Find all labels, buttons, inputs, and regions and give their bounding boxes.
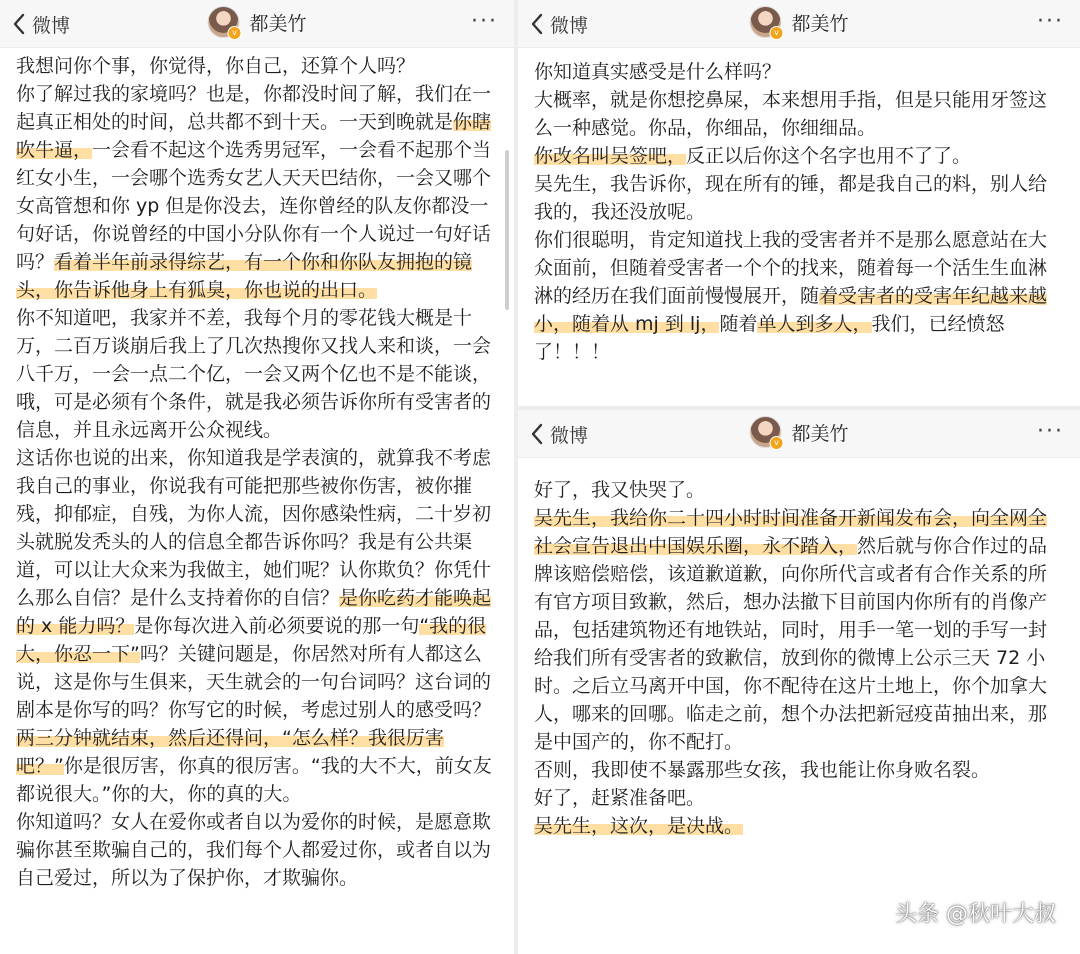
text-segment: 然后就与你合作过的品牌该赔偿赔偿，该道歉道歉，向你所代言或者有合作关系的所有官方项目致歉，然后，想办法撤下目前国内你所有的肖像产品，包括建筑物还有地铁站，同时，用手一笔一划的手写一封给我们所有受害者的致歉信，放到你的微博上公示三天 72 小时。之后立马离开中国，你不配待在这片土地上，你个加拿大人，哪来的回哪。临走之前，想个办法把新冠疫苗抽出来，那是中国产的，你不配打。 — [534, 535, 1048, 753]
text-segment: 一会看不起这个选秀男冠军，一会看不起那个当红女小生，一会哪个选秀女艺人天天巴结你，一会又哪个女高管想和你 yp 但是你没去，连你曾经的队友你都没一句好话，你说曾经的中国小分队你有一个人说过一句好话吗？ — [16, 139, 492, 273]
user-name: 都美竹 — [791, 12, 849, 35]
text-segment: 你知道真实感受是什么样吗？ — [534, 61, 782, 83]
watermark: 头条 @秋叶大叔 — [895, 902, 1056, 927]
highlighted-text: 着受害者的受害年纪越来越小，随着从 mj 到 lj， — [534, 285, 1048, 335]
post-paragraph — [16, 52, 498, 80]
verified-icon: v — [769, 436, 783, 450]
chevron-left-icon — [530, 13, 544, 35]
post-paragraph — [534, 58, 1064, 86]
verified-icon: v — [769, 26, 783, 40]
back-label: 微博 — [550, 424, 589, 447]
post-paragraph — [534, 476, 1064, 504]
nav-header — [518, 0, 1080, 48]
text-segment: 吗？关键问题是，你居然对所有人都这么说，这是你与生俱来，天生就会的一句台词吗？这台词的剧本是你写的吗？你写它的时候，考虑过别人的感受吗？ — [16, 643, 492, 721]
verified-icon: v — [227, 26, 241, 40]
highlighted-text: 两三分钟就结束，然后还得问，“怎么样？我很厉害吧？” — [16, 727, 444, 777]
profile-title[interactable] — [207, 6, 306, 38]
nav-header — [0, 0, 514, 48]
back-button[interactable] — [530, 8, 588, 40]
more-icon[interactable]: ··· — [471, 9, 498, 34]
post-paragraph — [534, 756, 1064, 784]
text-segment: 你不知道吧，我家并不差，我每个月的零花钱大概是十万，二百万谈崩后我上了几次热搜你又找人来和谈，一会八千万，一会一点二个亿，一会又两个亿也不是不能谈，哦，可是必须有个条件，就是我必须告诉你所有受害者的信息，并且永远离开公众视线。 — [16, 307, 492, 441]
highlighted-text: 吴先生，这次，是决战。 — [534, 815, 744, 837]
avatar — [749, 6, 781, 38]
scrollbar[interactable] — [505, 150, 509, 310]
more-icon[interactable]: ··· — [1037, 9, 1064, 34]
post-panel-right-bottom — [518, 410, 1080, 954]
text-segment: 好了，我又快哭了。 — [534, 479, 706, 501]
avatar — [207, 6, 239, 38]
user-name: 都美竹 — [791, 422, 849, 445]
back-button[interactable] — [12, 8, 70, 40]
more-icon[interactable]: ··· — [1037, 419, 1064, 444]
text-segment: 是你每次进入前必须要说的那一句 — [134, 615, 420, 637]
post-body — [0, 48, 514, 892]
highlighted-text: 你瞎吹牛逼， — [16, 111, 492, 161]
highlighted-text: 你改名叫吴签吧， — [534, 145, 687, 167]
text-segment: 吴先生，我告诉你，现在所有的锤，都是我自己的料，别人给我的，我还没放呢。 — [534, 173, 1048, 223]
chevron-left-icon — [530, 423, 544, 445]
text-segment: 这话你也说的出来，你知道我是学表演的，就算我不考虑我自己的事业，你说我有可能把那些被你伤害，被你摧残，抑郁症，自残，为你人流，因你感染性病，二十岁初头就脱发秃头的人的信息全都告诉你吗？我是有公共渠道，可以让大众来为我做主，她们呢？认你欺负？你凭什么那么自信？是什么支持着你的自信？ — [16, 447, 492, 609]
post-paragraph — [534, 142, 1064, 170]
post-paragraph — [16, 808, 498, 892]
post-panel-right-top — [518, 0, 1080, 406]
avatar — [749, 416, 781, 448]
back-button[interactable] — [530, 418, 588, 450]
user-name: 都美竹 — [249, 12, 307, 35]
back-label: 微博 — [32, 14, 71, 37]
profile-title[interactable] — [749, 416, 848, 448]
post-body — [518, 48, 1080, 366]
post-paragraph — [534, 170, 1064, 226]
post-paragraph — [534, 812, 1064, 840]
post-body — [518, 458, 1080, 840]
nav-header — [518, 410, 1080, 458]
profile-title[interactable] — [749, 6, 848, 38]
text-segment: 你是很厉害，你真的很厉害。“我的大不大，前女友都说很大。”你的大，你的真的大。 — [16, 755, 492, 805]
highlighted-text: “我的很大，你忍一下” — [16, 615, 487, 665]
text-segment: 否则，我即使不暴露那些女孩，我也能让你身败名裂。 — [534, 759, 991, 781]
highlighted-text: 单人到多人， — [757, 313, 872, 335]
text-segment: 好了，赶紧准备吧。 — [534, 787, 706, 809]
text-segment: 反正以后你这个名字也用不了了。 — [686, 145, 972, 167]
text-segment: 随着 — [719, 313, 758, 335]
post-paragraph — [16, 80, 498, 304]
post-paragraph — [534, 784, 1064, 812]
chevron-left-icon — [12, 13, 26, 35]
text-segment: 我想问你个事，你觉得，你自己，还算个人吗？ — [16, 55, 416, 77]
post-panel-left — [0, 0, 514, 954]
post-paragraph — [534, 86, 1064, 142]
text-segment: 你了解过我的家境吗？也是，你都没时间了解，我们在一起真正相处的时间，总共都不到十天。一天到晚就是 — [16, 83, 492, 133]
text-segment: 大概率，就是你想挖鼻屎，本来想用手指，但是只能用牙签这么一种感觉。你品，你细品，你细细品。 — [534, 89, 1048, 139]
post-paragraph — [534, 504, 1064, 756]
post-paragraph — [16, 444, 498, 808]
post-paragraph — [16, 304, 498, 444]
text-segment: 我们，已经愤怒了！！！ — [534, 313, 1005, 363]
highlighted-text: 是你吃药才能唤起的 x 能力吗？ — [16, 587, 492, 637]
back-label: 微博 — [550, 14, 589, 37]
highlighted-text: 吴先生，我给你二十四小时时间准备开新闻发布会，向全网全社会宣告退出中国娱乐圈，永不踏入， — [534, 507, 1048, 557]
text-segment: 你知道吗？女人在爱你或者自以为爱你的时候，是愿意欺骗你甚至欺骗自己的，我们每个人都爱过你，或者自以为自己爱过，所以为了保护你，才欺骗你。 — [16, 811, 492, 889]
highlighted-text: 看着半年前录得综艺，有一个你和你队友拥抱的镜头，你告诉他身上有狐臭，你也说的出口。 — [16, 251, 473, 301]
text-segment: 你们很聪明，肯定知道找上我的受害者并不是那么愿意站在大众面前，但随着受害者一个个的找来，随着每一个活生生血淋淋的经历在我们面前慢慢展开，随 — [534, 229, 1048, 307]
post-paragraph — [534, 226, 1064, 366]
